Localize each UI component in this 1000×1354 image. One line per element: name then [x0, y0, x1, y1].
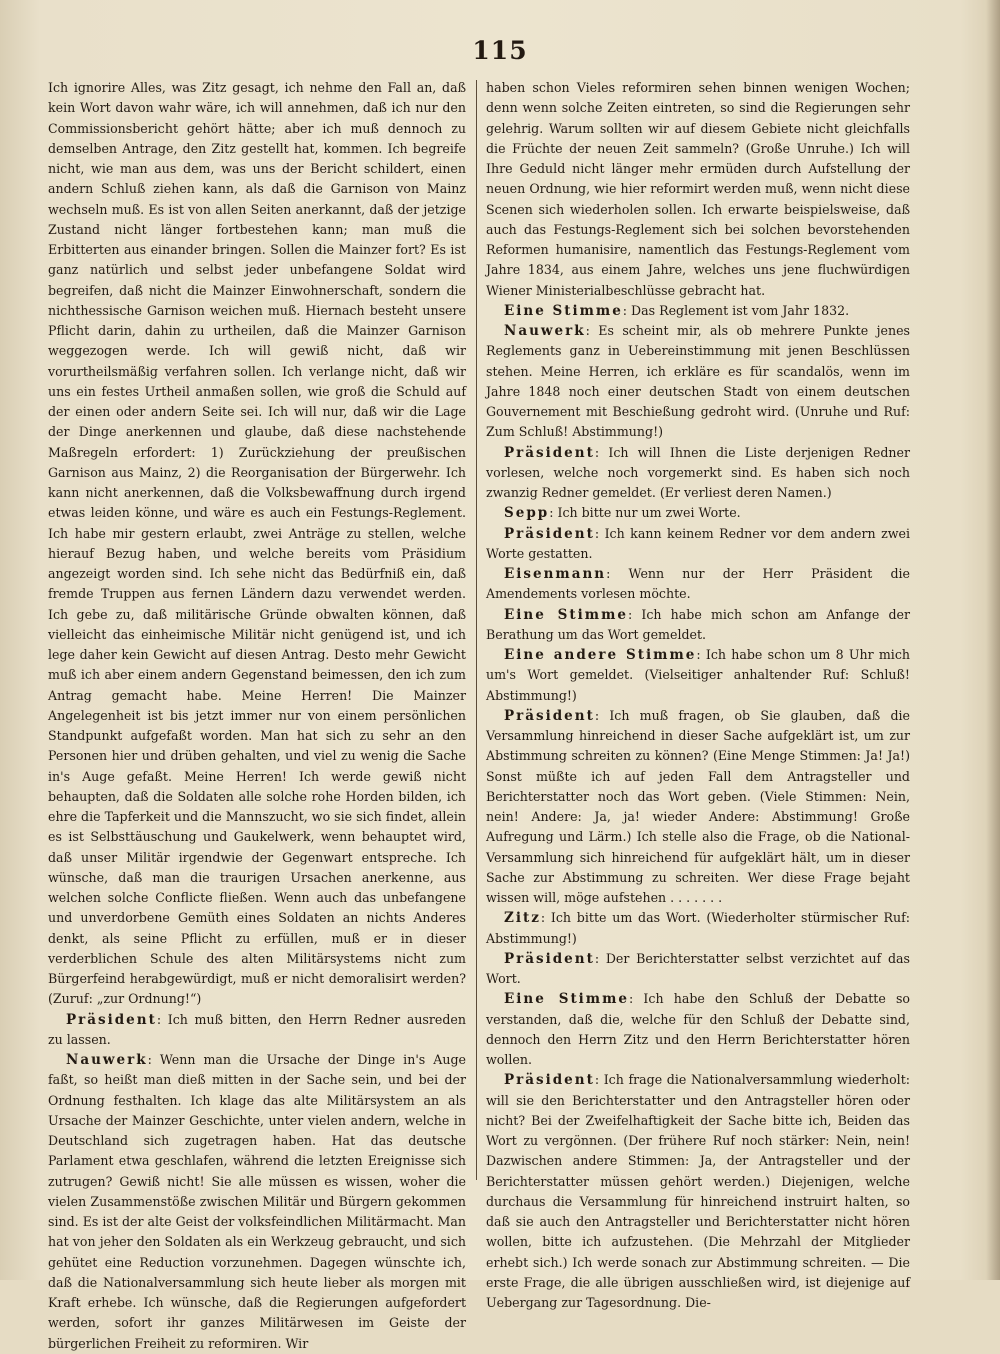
- paragraph: Präsident: Ich muß bitten, den Herrn Redner ausreden zu lassen.: [48, 1011, 466, 1047]
- speaker-name: Eine Stimme: [504, 302, 623, 319]
- paragraph-text: Ich bitte nur um zwei Worte.: [557, 505, 741, 521]
- right-column: [486, 78, 910, 1313]
- paragraph-text: Wenn man die Ursache der Dinge in's Auge faßt, so heißt man dieß mitten in der Sache sein, und bei der Ordnung festhalten. Ich klage das alte Militärsystem an als Ursache der Mainzer Geschichte, unter vielen andern, welche in Deutschland sich zugetragen haben. Hat das deutsche Parlament etwa geschlafen, während die letzten Ereignisse sich zutrugen? Gewiß nicht! Sie alle müssen es wissen, woher die vielen Zusammenstöße zwischen Militär und Bürgern gekommen sind. Es ist der alte Geist der volksfeindlichen Militärmacht. Man hat von jeher den Soldaten als ein Werkzeug gebraucht, und sich gehütet eine Reduction vorzunehmen. Dagegen wünschte ich, daß die Nationalversammlung sich heute lieber als morgen mit Kraft erhebe. Ich wünsche, daß die Regierungen aufgefordert werden, sofort ihr ganzes Militärwesen im Geiste der bürgerlichen Freiheit zu reformiren. Wir: [48, 1052, 466, 1351]
- paragraph: Eisenmann: Wenn nur der Herr Präsident die Amendements vorlesen möchte.: [486, 566, 910, 602]
- paragraph-text: Es scheint mir, als ob mehrere Punkte jenes Reglements ganz in Uebereinstimmung mit jenen Beschlüssen stehen. Meine Herren, ich erkläre es für scandalös, wenn im Jahre 1848 noch einer deutschen Stadt von einem deutschen Gouvernement mit Beschießung gedroht wird. (Unruhe und Ruf: Zum Schluß! Abstimmung!): [486, 323, 910, 440]
- speaker-name: Eine Stimme: [504, 991, 629, 1008]
- paragraph-text: Ich muß fragen, ob Sie glauben, daß die Versammlung hinreichend in dieser Sache aufgeklärt ist, um zur Abstimmung schreiten zu können? (Eine Menge Stimmen: Ja! Ja!) Sonst müßte ich auf jeden Fall dem Antragsteller und Berichterstatter noch das Wort geben. (Viele Stimmen: Nein, nein! Andere: Ja, ja! wieder Andere: Abstimmung! Große Aufregung und Lärm.) Ich stelle also die Frage, ob die National-Versammlung sich hinreichend für aufgeklärt hält, um in dieser Sache zur Abstimmung zu schreiten. Wer diese Frage bejaht wissen will, möge aufstehen . . . . . . .: [486, 707, 910, 905]
- paragraph-text: Ich habe den Schluß der Debatte so verstanden, daß die, welche für den Schluß der Debatte sind, dennoch den Herrn Zitz und den Herrn Berichterstatter hören wollen.: [486, 991, 911, 1067]
- paragraph: Zitz: Ich bitte um das Wort. (Wiederholter stürmischer Ruf: Abstimmung!): [486, 910, 911, 946]
- speaker-name: Eine andere Stimme: [504, 647, 697, 663]
- paragraph: Nauwerk: Wenn man die Ursache der Dinge in's Auge faßt, so heißt man dieß mitten in der Sache sein, und bei der Ordnung festhalten. Ich klage das alte Militärsystem an als Ursache der Mainzer Geschichte, unter vielen andern, welche in Deutschland sich zugetragen haben. Hat das deutsche Parlament etwa geschlafen, während die letzten Ereignisse sich zutrugen? Gewiß nicht! Sie alle müssen es wissen, woher die vielen Zusammenstöße zwischen Militär und Bürgern gekommen sind. Es ist der alte Geist der volksfeindlichen Militärmacht. Man hat von jeher den Soldaten als ein Werkzeug gebraucht, und sich gehütet eine Reduction vorzunehmen. Dagegen wünschte ich, daß die Nationalversammlung sich heute lieber als morgen mit Kraft erhebe. Ich wünsche, daß die Regierungen aufgefordert werden, sofort ihr ganzes Militärwesen im Geiste der bürgerlichen Freiheit zu reformiren. Wir: [48, 1052, 466, 1351]
- paragraph-text: Ich bitte um das Wort. (Wiederholter stürmischer Ruf: Abstimmung!): [486, 910, 911, 946]
- speaker-name: Präsident: [504, 950, 595, 967]
- column-divider: [476, 80, 477, 1180]
- paragraph-text: Ich ignorire Alles, was Zitz gesagt, ich nehme den Fall an, daß kein Wort davon wahr wäre, ich will annehmen, daß ich nur den Commissionsbericht gehört hätte; aber ich muß dennoch zu demselben Antrage, den Zitz gestellt hat, kommen. Ich begreife nicht, wie man aus dem, was uns der Bericht schildert, einen andern Schluß ziehen kann, als daß die Garnison von Mainz wechseln muß. Es ist von allen Seiten anerkannt, daß der jetzige Zustand nicht länger fortbestehen kann; man muß die Erbitterten aus einander bringen. Sollen die Mainzer fort? Es ist ganz natürlich und selbst jeder unbefangene Soldat wird begreifen, daß nicht die Mainzer Einwohnerschaft, sondern die nichthessische Garnison weichen muß. Hiernach besteht unsere Pflicht darin, dahin zu urtheilen, daß die Mainzer Garnison weggezogen werde. Ich will gewiß nicht, daß wir vorurtheilsmäßig verfahren sollen. Ich verlange nicht, daß wir uns ein festes Urtheil anmaßen sollen, wie groß die Schuld auf der einen oder andern Seite sei. Ich will nur, daß wir die Lage der Dinge anerkennen und glaube, daß diese nachstehende Maßregeln erfordert: 1) Zurückziehung der preußischen Garnison aus Mainz, 2) die Reorganisation der Bürgerwehr. Ich kann nicht anerkennen, daß die Volksbewaffnung durch irgend etwas leiden könne, und wäre es auch ein Festungs-Reglement. Ich habe mir gestern erlaubt, zwei Anträge zu stellen, welche hierauf Bezug haben, und welche bereits vom Präsidium angezeigt worden sind. Ich sehe nicht das Bedürfniß ein, daß fremde Truppen aus fernen Ländern dazu verwendet werden. Ich gebe zu, daß militärische Gründe obwalten können, daß vielleicht das einheimische Militär nicht genügend ist, und ich lege daher kein Gewicht auf diesen Antrag. Desto mehr Gewicht muß ich aber einem andern Gegenstand beimessen, den ich zum Antrag gemacht habe. Meine Herren! Die Mainzer Angelegenheit ist bis jetzt immer nur von einem persönlichen Standpunkt aufgefaßt worden. Man hat sich zu sehr an den Personen hier und drüben gehalten, und viel zu wenig die Sache in's Auge gefaßt. Meine Herren! Ich werde gewiß nicht behaupten, daß die Soldaten alle solche rohe Horden bilden, ich ehre die Tapferkeit und die Mannszucht, wo sie sich findet, allein es ist Selbsttäuschung und Gaukelwerk, wenn behauptet wird, daß unser Militär irgendwie der Gegenwart entspreche. Ich wünsche, daß man die traurigen Ursachen anerkenne, aus welchen solche Conflicte fließen. Wenn auch das unbefangene und unverdorbene Gemüth eines Soldaten an nichts Anderes denkt, als seine Pflicht zu erfüllen, muß er in dieser verderblichen Schule des alten Militärsystems nicht zum Bürgerfeind herabgewürdigt, muß er nicht demoralisirt werden? (Zuruf: „zur Ordnung!“): [48, 80, 467, 1007]
- page-number: 115: [472, 36, 528, 65]
- speaker-name: Eine Stimme: [504, 606, 628, 623]
- speaker-name: Nauwerk: [66, 1052, 148, 1068]
- paragraph: Eine Stimme: Ich habe den Schluß der Debatte so verstanden, daß die, welche für den Schluß der Debatte sind, dennoch den Herrn Zitz und den Herrn Berichterstatter hören wollen.: [486, 991, 911, 1067]
- paragraph-text: haben schon Vieles reformiren sehen binnen wenigen Wochen; denn wenn solche Zeiten eintreten, so sind die Regierungen sehr gelehrig. Warum sollten wir auf diesem Gebiete nicht gleichfalls die Früchte der neuen Zeit sammeln? (Große Unruhe.) Ich will Ihre Geduld nicht länger mehr ermüden durch Aufstellung der neuen Ordnung, wie hier reformirt werden muß, wenn nicht diese Scenen sich wiederholen sollen. Ich erwarte beispielsweise, daß auch das Festungs-Reglement sich bei solchen bevorstehenden Reformen humanisire, namentlich das Festungs-Reglement vom Jahre 1834, aus einem Jahre, welches uns jene fluchwürdigen Wiener Ministerialbeschlüsse gebracht hat.: [486, 80, 910, 298]
- paragraph-text: Der Berichterstatter selbst verzichtet auf das Wort.: [486, 950, 910, 986]
- paragraph: [48, 78, 466, 1010]
- page-edge-shadow: [986, 0, 1000, 1280]
- paragraph: Nauwerk: Es scheint mir, als ob mehrere Punkte jenes Reglements ganz in Uebereinstimmung mit jenen Beschlüssen stehen. Meine Herren, ich erkläre es für scandalös, wenn im Jahre 1848 noch einer deutschen Stadt von einem deutschen Gouvernement mit Beschießung gedroht wird. (Unruhe und Ruf: Zum Schluß! Abstimmung!): [486, 323, 910, 440]
- speaker-name: Zitz: [504, 910, 541, 927]
- speaker-name: Präsident: [66, 1011, 157, 1028]
- paragraph-text: Ich muß bitten, den Herrn Redner ausreden zu lassen.: [48, 1011, 466, 1047]
- paragraph: Sepp: Ich bitte nur um zwei Worte.: [504, 505, 741, 522]
- paragraph: Eine Stimme: Das Reglement ist vom Jahr 1832.: [504, 302, 850, 319]
- paragraph-text: Ich habe mich schon am Anfange der Berathung um das Wort gemeldet.: [486, 606, 911, 642]
- paragraph: [486, 78, 910, 301]
- paragraph: Eine andere Stimme: Ich habe schon um 8 Uhr mich um's Wort gemeldet. (Vielseitiger anhaltender Ruf: Schluß! Abstimmung!): [486, 647, 910, 703]
- paragraph: Präsident: Ich muß fragen, ob Sie glauben, daß die Versammlung hinreichend in dieser Sache aufgeklärt ist, um zur Abstimmung schreiten zu können? (Eine Menge Stimmen: Ja! Ja!) Sonst müßte ich auf jeden Fall dem Antragsteller und Berichterstatter noch das Wort geben. (Viele Stimmen: Nein, nein! Andere: Ja, ja! wieder Andere: Abstimmung! Große Aufregung und Lärm.) Ich stelle also die Frage, ob die National-Versammlung sich hinreichend für aufgeklärt hält, um in dieser Sache zur Abstimmung zu schreiten. Wer diese Frage bejaht wissen will, möge aufstehen . . . . . . .: [486, 707, 910, 905]
- paragraph-text: Wenn nur der Herr Präsident die Amendements vorlesen möchte.: [486, 566, 910, 602]
- paragraph-text: Ich habe schon um 8 Uhr mich um's Wort gemeldet. (Vielseitiger anhaltender Ruf: Schluß! Abstimmung!): [486, 647, 910, 703]
- paragraph-text: Das Reglement ist vom Jahr 1832.: [631, 302, 850, 318]
- paragraph: Präsident: Ich frage die Nationalversammlung wiederholt: will sie den Berichterstatter und den Antragsteller hören oder nicht? Bei der Zweifelhaftigkeit der Sache bitte ich, Beiden das Wort zu vergönnen. (Der frühere Ruf noch stärker: Nein, nein! Dazwischen andere Stimmen: Ja, der Antragsteller und der Berichterstatter müssen gehört werden.) Diejenigen, welche durchaus die Versammlung für hinreichend instruirt halten, so daß sie auch den Antragsteller und Berichterstatter nicht hören wollen, bitte ich aufzustehen. (Die Mehrzahl der Mitglieder erhebt sich.) Ich werde sonach zur Abstimmung schreiten. — Die erste Frage, die alle übrigen ausschließen wird, ist diejenige auf Uebergang zur Tagesordnung. Die-: [486, 1072, 910, 1310]
- speaker-name: Präsident: [504, 707, 595, 724]
- speaker-name: Präsident: [504, 444, 595, 461]
- speaker-name: Eisenmann: [504, 566, 607, 582]
- paragraph-text: Ich frage die Nationalversammlung wiederholt: will sie den Berichterstatter und den Antragsteller hören oder nicht? Bei der Zweifelhaftigkeit der Sache bitte ich, Beiden das Wort zu vergönnen. (Der frühere Ruf noch stärker: Nein, nein! Dazwischen andere Stimmen: Ja, der Antragsteller und der Berichterstatter müssen gehört werden.) Diejenigen, welche durchaus die Versammlung für hinreichend instruirt halten, so daß sie auch den Antragsteller und Berichterstatter nicht hören wollen, bitte ich aufzustehen. (Die Mehrzahl der Mitglieder erhebt sich.) Ich werde sonach zur Abstimmung schreiten. — Die erste Frage, die alle übrigen ausschließen wird, ist diejenige auf Uebergang zur Tagesordnung. Die-: [486, 1072, 910, 1310]
- paragraph: Präsident: Der Berichterstatter selbst verzichtet auf das Wort.: [486, 950, 910, 986]
- speaker-name: Sepp: [504, 505, 550, 522]
- left-column: [48, 78, 466, 1354]
- speaker-name: Präsident: [504, 1072, 595, 1089]
- speaker-name: Nauwerk: [504, 323, 586, 339]
- paragraph: Präsident: Ich kann keinem Redner vor dem andern zwei Worte gestatten.: [486, 525, 910, 561]
- paragraph: Präsident: Ich will Ihnen die Liste derjenigen Redner vorlesen, welche noch vorgemerkt sind. Es haben sich noch zwanzig Redner gemeldet. (Er verliest deren Namen.): [486, 444, 910, 500]
- paragraph: Eine Stimme: Ich habe mich schon am Anfange der Berathung um das Wort gemeldet.: [486, 606, 911, 642]
- speaker-name: Präsident: [504, 525, 595, 542]
- paragraph-text: Ich will Ihnen die Liste derjenigen Redner vorlesen, welche noch vorgemerkt sind. Es haben sich noch zwanzig Redner gemeldet. (Er verliest deren Namen.): [486, 444, 910, 500]
- paragraph-text: Ich kann keinem Redner vor dem andern zwei Worte gestatten.: [486, 525, 910, 561]
